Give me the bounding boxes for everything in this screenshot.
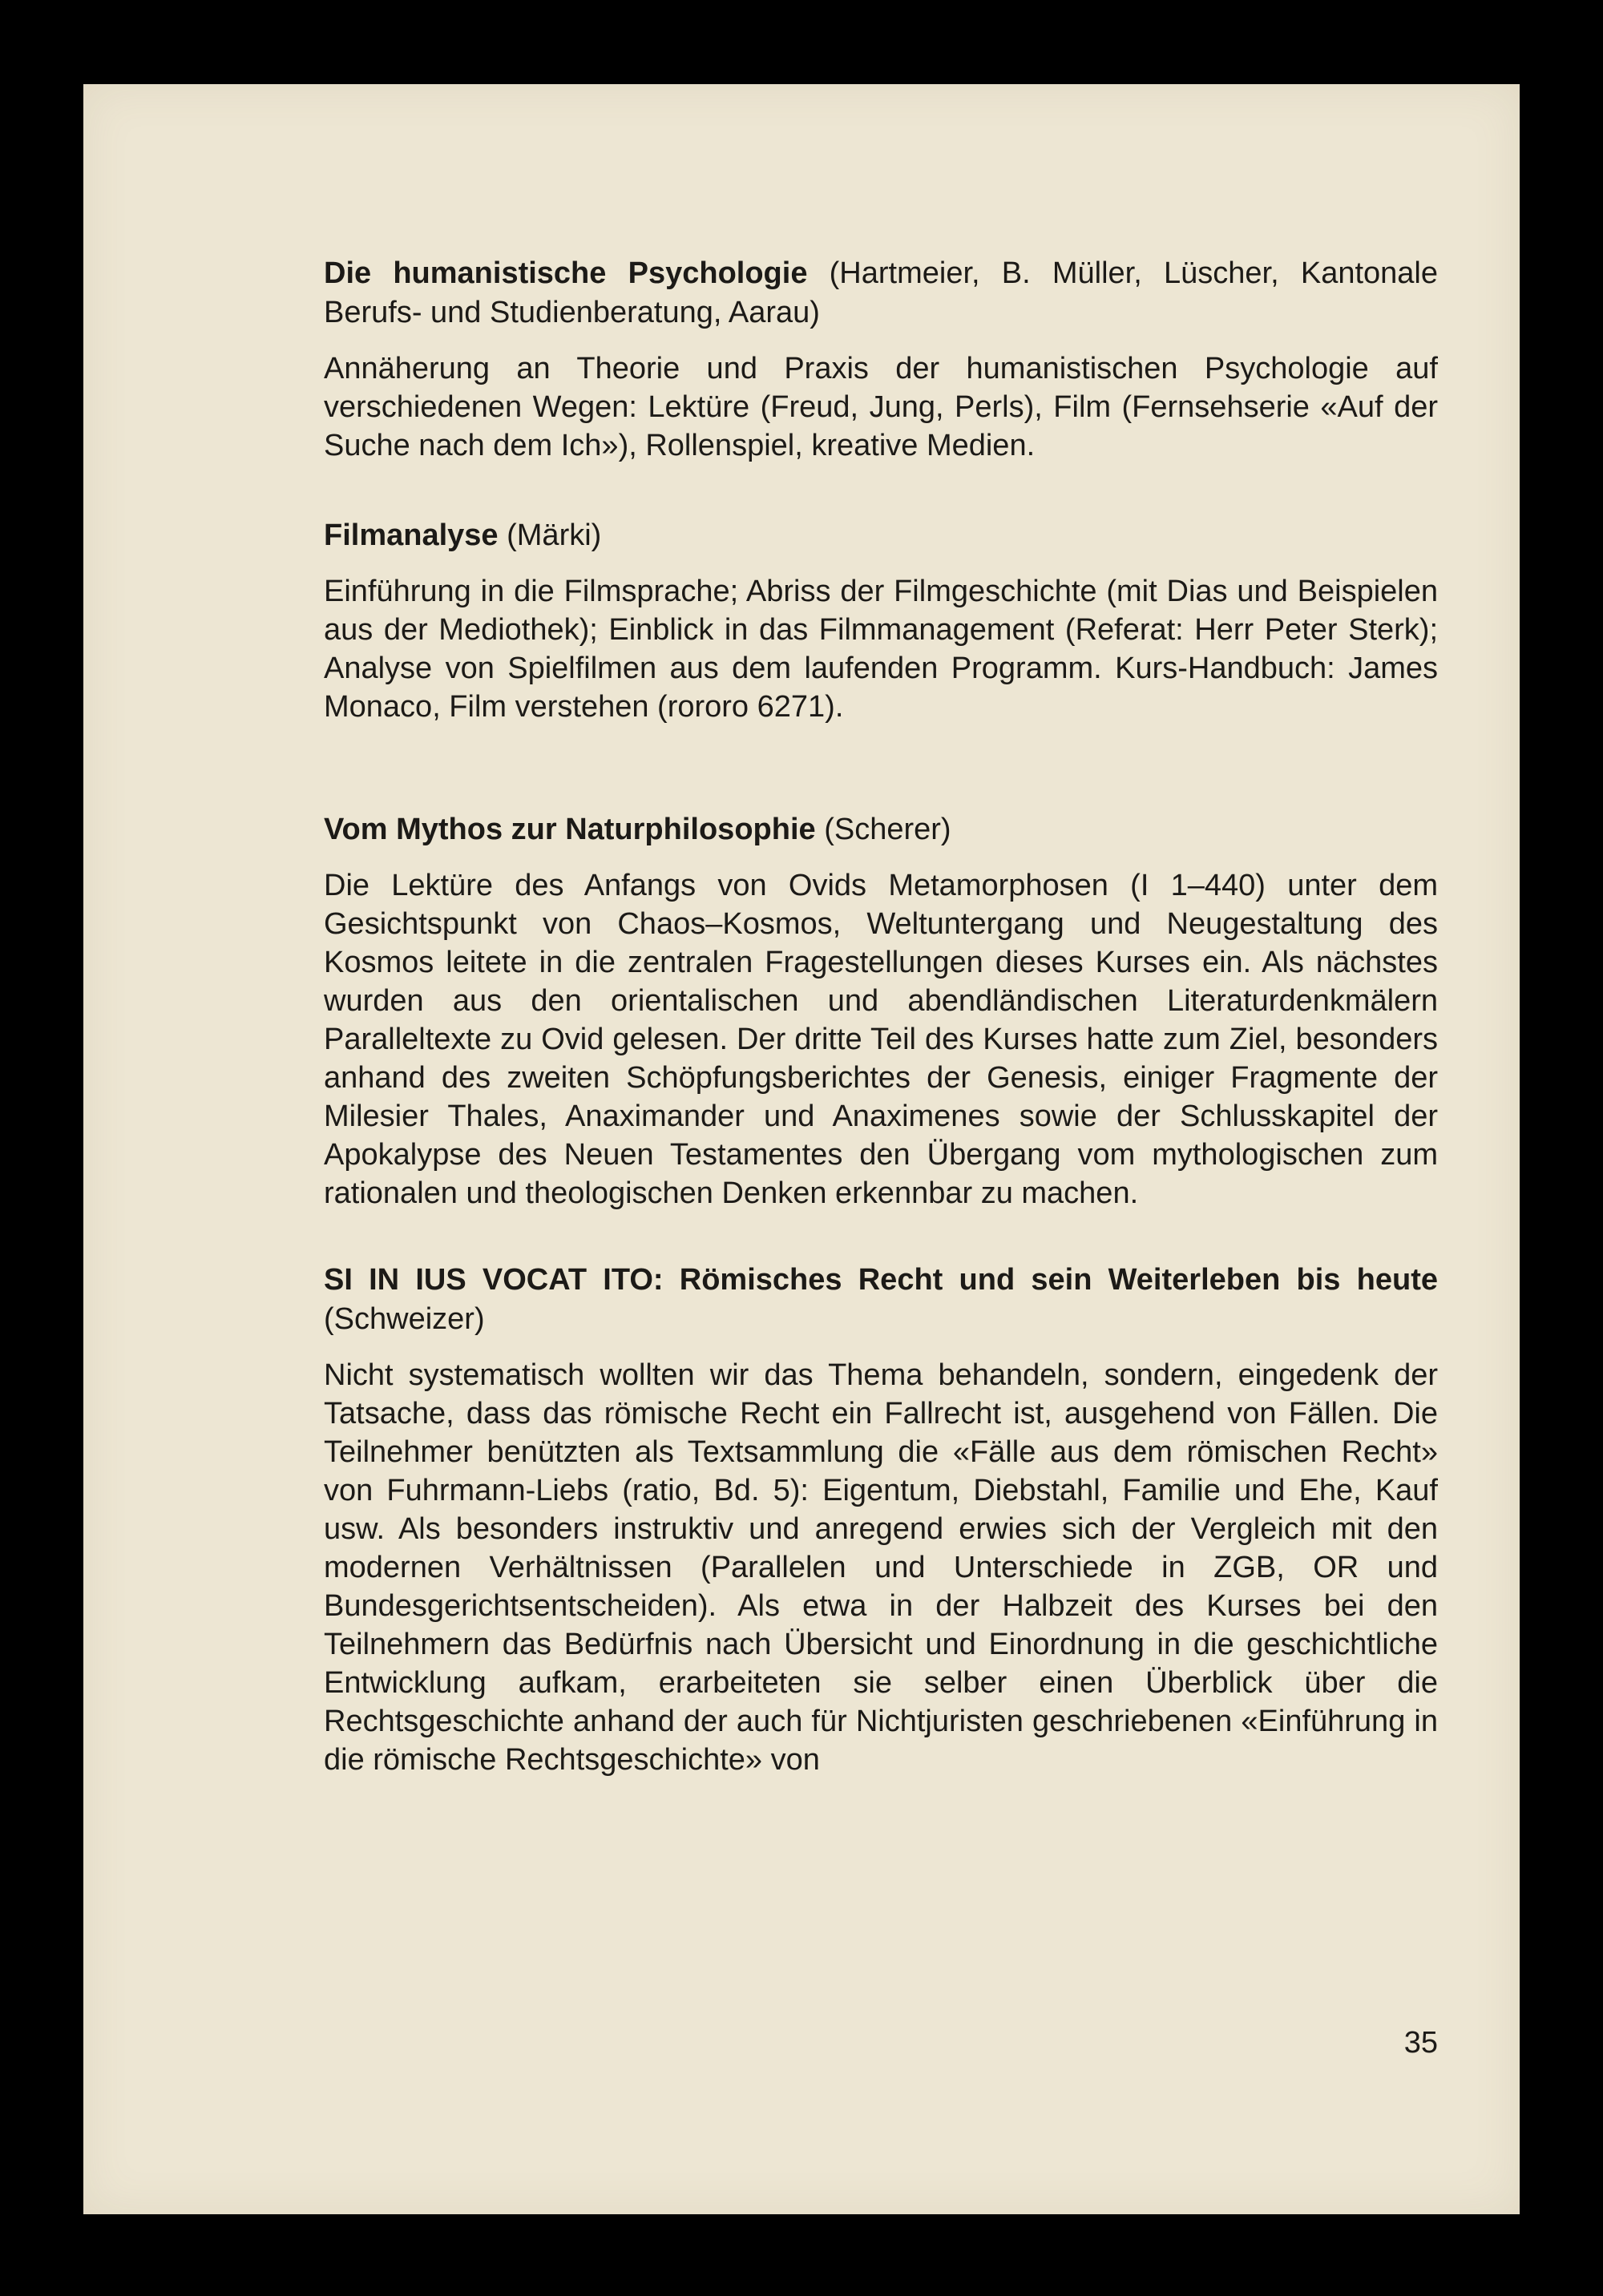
- section-authors: (Hartmeier, B. Müller, Lüscher, Kantonale Berufs- und Studienberatung, Aarau): [324, 256, 1438, 329]
- section-heading: [324, 1261, 1438, 1339]
- page-content: [324, 254, 1438, 1779]
- section-heading: [324, 254, 1438, 333]
- page-number: 35: [1403, 2026, 1438, 2060]
- section-body: Die Lektüre des Anfangs von Ovids Metamorphosen (I 1–440) unter dem Gesichtspunkt von Chaos–Kosmos, Weltuntergang und Neugestaltung des Kosmos leitete in die zentralen Fragestellungen dieses Kurses ein. Als nächstes wurden aus den orientalischen und abendländischen Literaturdenkmälern Paralleltexte zu Ovid gelesen. Der dritte Teil des Kurses hatte zum Ziel, besonders anhand des zweiten Schöpfungsberichtes der Genesis, einiger Fragmente der Milesier Thales, Anaximander und Anaximenes sowie der Schlusskapitel der Apokalypse des Neuen Testamentes den Übergang vom mythologischen zum rationalen und theologischen Denken erkennbar zu machen.: [324, 869, 1438, 1210]
- section-mythos-naturphilosophie: [324, 810, 1438, 1213]
- section-roemisches-recht: [324, 1261, 1438, 1779]
- section-heading: [324, 810, 1438, 849]
- section-title: SI IN IUS VOCAT ITO: Römisches Recht und sein Weiterleben bis heute: [324, 1263, 1438, 1297]
- section-authors: (Scherer): [815, 813, 951, 846]
- section-title: Filmanalyse: [324, 519, 499, 552]
- section-authors: (Märki): [498, 519, 602, 552]
- section-heading: [324, 516, 1438, 555]
- section-filmanalyse: [324, 516, 1438, 726]
- section-authors: (Schweizer): [324, 1302, 485, 1336]
- document-page: [83, 84, 1520, 2214]
- section-title: Vom Mythos zur Naturphilosophie: [324, 813, 816, 846]
- section-body: Nicht systematisch wollten wir das Thema behandeln, sondern, eingedenk der Tatsache, dass das römische Recht ein Fallrecht ist, ausgehend von Fällen. Die Teilnehmer benützten als Textsammlung die «Fälle aus dem römischen Recht» von Fuhrmann-Liebs (ratio, Bd. 5): Eigentum, Diebstahl, Familie und Ehe, Kauf usw. Als besonders instruktiv und anregend erwies sich der Vergleich mit den modernen Verhältnissen (Parallelen und Unterschiede in ZGB, OR und Bundesgerichtsentscheiden). Als etwa in der Halbzeit des Kurses bei den Teilnehmern das Bedürfnis nach Übersicht und Einordnung in die geschichtliche Entwicklung aufkam, erarbeiteten sie selber einen Überblick über die Rechtsgeschichte anhand der auch für Nichtjuristen geschriebenen «Einführung in die römische Rechtsgeschichte» von: [324, 1358, 1438, 1777]
- section-title: Die humanistische Psychologie: [324, 256, 808, 290]
- section-humanistische-psychologie: [324, 254, 1438, 465]
- section-body: Einführung in die Filmsprache; Abriss der Filmgeschichte (mit Dias und Beispielen aus der Mediothek); Einblick in das Filmmanagement (Referat: Herr Peter Sterk); Analyse von Spielfilmen aus dem laufenden Programm. Kurs-Handbuch: James Monaco, Film verstehen (rororo 6271).: [324, 575, 1438, 724]
- section-body: Annäherung an Theorie und Praxis der humanistischen Psychologie auf verschiedenen Wegen: Lektüre (Freud, Jung, Perls), Film (Fernsehserie «Auf der Suche nach dem Ich»), Rollenspiel, kreative Medien.: [324, 352, 1438, 462]
